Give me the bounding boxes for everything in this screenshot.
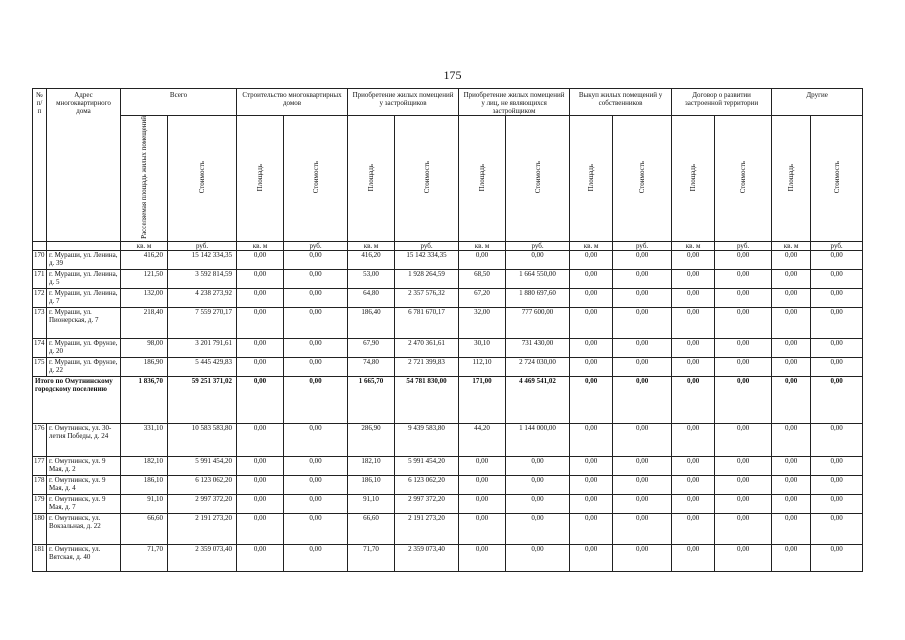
cell-cost: 3 592 814,59	[168, 269, 237, 288]
unit-area: кв. м	[772, 241, 811, 250]
header-sub-area: Площадь	[459, 116, 506, 242]
cell-cost: 0,00	[715, 357, 772, 376]
cell-cost: 2 359 073,40	[168, 544, 237, 571]
row-address: г. Омутнинск, ул. Вокзальная, д. 22	[47, 513, 121, 544]
table-row	[33, 494, 863, 513]
row-address: г. Мураши, ул. Фрунзе, д. 22	[47, 357, 121, 376]
cell-area: 0,00	[672, 376, 715, 423]
cell-area: 0,00	[237, 544, 284, 571]
cell-area: 0,00	[672, 250, 715, 269]
header-row-groups	[33, 89, 863, 116]
cell-cost: 0,00	[613, 338, 672, 357]
cell-area: 0,00	[772, 544, 811, 571]
cell-area: 0,00	[459, 475, 506, 494]
row-number: 174	[33, 338, 47, 357]
cell-area: 0,00	[772, 269, 811, 288]
cell-cost: 15 142 334,35	[168, 250, 237, 269]
cell-cost: 5 445 429,83	[168, 357, 237, 376]
cell-cost: 2 470 361,61	[395, 338, 459, 357]
cell-cost: 4 469 541,02	[506, 376, 570, 423]
row-number: 176	[33, 423, 47, 456]
row-number: 181	[33, 544, 47, 571]
cell-cost: 0,00	[715, 307, 772, 338]
table-row	[33, 456, 863, 475]
cell-cost: 6 123 062,20	[395, 475, 459, 494]
cell-cost: 777 600,00	[506, 307, 570, 338]
header-sub-cost: Стоимость	[811, 116, 863, 242]
row-number: 170	[33, 250, 47, 269]
header-group-construction: Строительство многоквартирных домов	[237, 89, 348, 116]
cell-area: 416,20	[348, 250, 395, 269]
header-sub-area: Площадь	[348, 116, 395, 242]
row-number: 179	[33, 494, 47, 513]
unit-blank	[33, 241, 47, 250]
cell-area: 0,00	[237, 357, 284, 376]
cell-area: 0,00	[570, 288, 613, 307]
cell-cost: 6 781 670,17	[395, 307, 459, 338]
table-row	[33, 288, 863, 307]
table-row	[33, 475, 863, 494]
cell-area: 0,00	[570, 423, 613, 456]
table-row	[33, 423, 863, 456]
row-number: 180	[33, 513, 47, 544]
cell-cost: 0,00	[811, 288, 863, 307]
cell-cost: 0,00	[811, 250, 863, 269]
header-sub-area: Площадь	[570, 116, 613, 242]
unit-area: кв. м	[348, 241, 395, 250]
header-group-territory: Договор о развитии застроенной территории	[672, 89, 772, 116]
cell-cost: 59 251 371,02	[168, 376, 237, 423]
cell-area: 0,00	[237, 423, 284, 456]
cell-cost: 2 191 273,20	[395, 513, 459, 544]
cell-cost: 0,00	[284, 423, 348, 456]
row-address: г. Мураши, ул. Ленина, д. 39	[47, 250, 121, 269]
cell-area: 0,00	[672, 423, 715, 456]
cell-area: 0,00	[570, 269, 613, 288]
cell-cost: 10 583 583,80	[168, 423, 237, 456]
cell-area: 416,20	[121, 250, 168, 269]
cell-area: 182,10	[348, 456, 395, 475]
cell-cost: 0,00	[506, 456, 570, 475]
page-number: 175	[443, 68, 462, 82]
cell-area: 0,00	[570, 456, 613, 475]
header-group-buyout: Выкуп жилых помещений у собственников	[570, 89, 672, 116]
cell-cost: 0,00	[613, 544, 672, 571]
cell-cost: 9 439 583,80	[395, 423, 459, 456]
cell-area: 0,00	[772, 475, 811, 494]
cell-cost: 0,00	[715, 376, 772, 423]
cell-cost: 0,00	[715, 269, 772, 288]
header-no: № п/п	[33, 89, 47, 242]
cell-area: 67,90	[348, 338, 395, 357]
cell-area: 66,60	[348, 513, 395, 544]
cell-area: 0,00	[772, 288, 811, 307]
cell-area: 67,20	[459, 288, 506, 307]
cell-cost: 0,00	[715, 513, 772, 544]
total-row	[33, 376, 863, 423]
cell-cost: 1 928 264,59	[395, 269, 459, 288]
unit-area: кв. м	[459, 241, 506, 250]
cell-area: 0,00	[237, 269, 284, 288]
cell-cost: 0,00	[811, 513, 863, 544]
cell-cost: 0,00	[715, 288, 772, 307]
cell-area: 0,00	[237, 307, 284, 338]
cell-area: 132,00	[121, 288, 168, 307]
total-label: Итого по Омутнинскому городскому поселению	[33, 376, 121, 423]
unit-cost: руб.	[613, 241, 672, 250]
cell-area: 171,00	[459, 376, 506, 423]
cell-cost: 0,00	[284, 475, 348, 494]
cell-cost: 2 997 372,20	[168, 494, 237, 513]
cell-area: 0,00	[237, 513, 284, 544]
cell-cost: 731 430,00	[506, 338, 570, 357]
cell-area: 0,00	[237, 494, 284, 513]
cell-area: 0,00	[237, 376, 284, 423]
cell-cost: 0,00	[811, 494, 863, 513]
header-sub-cost: Стоимость	[168, 116, 237, 242]
cell-cost: 0,00	[811, 338, 863, 357]
cell-cost: 6 123 062,20	[168, 475, 237, 494]
cell-cost: 0,00	[613, 376, 672, 423]
table-row	[33, 513, 863, 544]
header-row-units	[33, 241, 863, 250]
header-row-sub	[33, 116, 863, 242]
cell-cost: 0,00	[613, 456, 672, 475]
cell-area: 0,00	[672, 544, 715, 571]
cell-cost: 0,00	[613, 513, 672, 544]
unit-area: кв. м	[237, 241, 284, 250]
cell-cost: 5 991 454,20	[168, 456, 237, 475]
cell-area: 0,00	[570, 544, 613, 571]
cell-cost: 0,00	[284, 376, 348, 423]
header-sub-cost: Стоимость	[284, 116, 348, 242]
cell-cost: 0,00	[715, 544, 772, 571]
unit-cost: руб.	[506, 241, 570, 250]
header-sub-cost: Стоимость	[395, 116, 459, 242]
cell-area: 0,00	[570, 338, 613, 357]
row-address: г. Омутнинск, ул. Вятская, д. 40	[47, 544, 121, 571]
cell-cost: 1 880 697,60	[506, 288, 570, 307]
cell-area: 0,00	[772, 357, 811, 376]
row-number: 172	[33, 288, 47, 307]
cell-cost: 0,00	[715, 475, 772, 494]
cell-cost: 0,00	[811, 357, 863, 376]
cell-cost: 0,00	[811, 269, 863, 288]
cell-cost: 0,00	[715, 456, 772, 475]
cell-cost: 2 721 399,83	[395, 357, 459, 376]
cell-area: 182,10	[121, 456, 168, 475]
cell-area: 0,00	[459, 494, 506, 513]
cell-cost: 2 724 030,00	[506, 357, 570, 376]
cell-area: 0,00	[772, 494, 811, 513]
cell-area: 0,00	[237, 288, 284, 307]
cell-cost: 54 781 830,00	[395, 376, 459, 423]
cell-area: 0,00	[237, 456, 284, 475]
cell-cost: 0,00	[715, 338, 772, 357]
cell-area: 0,00	[570, 376, 613, 423]
cell-area: 0,00	[672, 288, 715, 307]
cell-area: 0,00	[459, 250, 506, 269]
cell-area: 30,10	[459, 338, 506, 357]
cell-area: 0,00	[772, 423, 811, 456]
table-row	[33, 544, 863, 571]
cell-area: 1 665,70	[348, 376, 395, 423]
row-address: г. Омутнинск, ул. 9 Мая, д. 4	[47, 475, 121, 494]
cell-cost: 0,00	[811, 423, 863, 456]
resettlement-table	[32, 88, 863, 572]
cell-area: 0,00	[772, 376, 811, 423]
cell-area: 0,00	[570, 475, 613, 494]
table-row	[33, 357, 863, 376]
cell-area: 0,00	[237, 475, 284, 494]
cell-cost: 1 664 550,00	[506, 269, 570, 288]
header-sub-cost: Стоимость	[506, 116, 570, 242]
cell-area: 0,00	[570, 250, 613, 269]
cell-area: 186,90	[121, 357, 168, 376]
row-address: г. Мураши, ул. Ленина, д. 5	[47, 269, 121, 288]
cell-area: 0,00	[772, 307, 811, 338]
cell-cost: 0,00	[284, 357, 348, 376]
cell-area: 0,00	[570, 513, 613, 544]
cell-cost: 2 357 576,32	[395, 288, 459, 307]
cell-cost: 0,00	[811, 307, 863, 338]
cell-cost: 7 559 270,17	[168, 307, 237, 338]
unit-blank	[47, 241, 121, 250]
cell-area: 0,00	[672, 269, 715, 288]
cell-area: 0,00	[772, 338, 811, 357]
cell-area: 1 836,70	[121, 376, 168, 423]
header-sub-cost: Стоимость	[715, 116, 772, 242]
cell-area: 91,10	[348, 494, 395, 513]
table-row	[33, 338, 863, 357]
cell-cost: 0,00	[506, 513, 570, 544]
header-group-non-developers: Приобретение жилых помещений у лиц, не являющихся застройщиком	[459, 89, 570, 116]
cell-area: 121,50	[121, 269, 168, 288]
row-number: 173	[33, 307, 47, 338]
header-sub-area: Площадь	[672, 116, 715, 242]
cell-area: 0,00	[672, 456, 715, 475]
cell-cost: 0,00	[715, 494, 772, 513]
cell-area: 0,00	[672, 475, 715, 494]
table-row	[33, 269, 863, 288]
cell-area: 0,00	[772, 456, 811, 475]
unit-cost: руб.	[284, 241, 348, 250]
cell-area: 71,70	[348, 544, 395, 571]
cell-area: 66,60	[121, 513, 168, 544]
cell-cost: 0,00	[284, 250, 348, 269]
cell-cost: 0,00	[613, 357, 672, 376]
cell-area: 0,00	[570, 494, 613, 513]
header-address: Адрес многоквартирного дома	[47, 89, 121, 242]
cell-area: 286,90	[348, 423, 395, 456]
cell-area: 64,80	[348, 288, 395, 307]
unit-area: кв. м	[570, 241, 613, 250]
cell-area: 53,00	[348, 269, 395, 288]
cell-cost: 2 191 273,20	[168, 513, 237, 544]
table-row	[33, 250, 863, 269]
cell-area: 71,70	[121, 544, 168, 571]
header-sub-cost: Стоимость	[613, 116, 672, 242]
row-number: 175	[33, 357, 47, 376]
cell-cost: 0,00	[613, 269, 672, 288]
cell-cost: 2 359 073,40	[395, 544, 459, 571]
cell-area: 0,00	[237, 250, 284, 269]
cell-area: 91,10	[121, 494, 168, 513]
cell-cost: 15 142 334,35	[395, 250, 459, 269]
row-address: г. Омутнинск, ул. 9 Мая, д. 2	[47, 456, 121, 475]
cell-cost: 0,00	[613, 494, 672, 513]
header-group-developers: Приобретение жилых помещений у застройщиков	[348, 89, 459, 116]
unit-cost: руб.	[168, 241, 237, 250]
unit-area: кв. м	[121, 241, 168, 250]
cell-cost: 0,00	[506, 494, 570, 513]
unit-area: кв. м	[672, 241, 715, 250]
cell-cost: 5 991 454,20	[395, 456, 459, 475]
cell-area: 0,00	[672, 494, 715, 513]
cell-area: 0,00	[672, 307, 715, 338]
cell-area: 0,00	[772, 250, 811, 269]
cell-cost: 0,00	[506, 475, 570, 494]
cell-cost: 0,00	[284, 288, 348, 307]
cell-area: 0,00	[772, 513, 811, 544]
header-sub-area: Площадь	[772, 116, 811, 242]
cell-cost: 0,00	[811, 376, 863, 423]
cell-cost: 0,00	[284, 269, 348, 288]
cell-area: 98,00	[121, 338, 168, 357]
cell-area: 0,00	[570, 307, 613, 338]
cell-cost: 1 144 000,00	[506, 423, 570, 456]
cell-area: 44,20	[459, 423, 506, 456]
cell-area: 186,40	[348, 307, 395, 338]
cell-cost: 0,00	[284, 307, 348, 338]
cell-cost: 2 997 372,20	[395, 494, 459, 513]
cell-area: 186,10	[121, 475, 168, 494]
row-address: г. Мураши, ул. Ленина, д. 7	[47, 288, 121, 307]
cell-cost: 0,00	[715, 250, 772, 269]
cell-area: 68,50	[459, 269, 506, 288]
cell-cost: 0,00	[613, 423, 672, 456]
cell-cost: 0,00	[284, 456, 348, 475]
row-address: г. Мураши, ул. Фрунзе, д. 20	[47, 338, 121, 357]
cell-area: 0,00	[459, 456, 506, 475]
unit-cost: руб.	[811, 241, 863, 250]
cell-area: 0,00	[672, 338, 715, 357]
cell-area: 0,00	[237, 338, 284, 357]
cell-cost: 3 201 791,61	[168, 338, 237, 357]
header-group-total: Всего	[121, 89, 237, 116]
header-group-other: Другие	[772, 89, 863, 116]
row-address: г. Омутнинск, ул. 9 Мая, д. 7	[47, 494, 121, 513]
cell-cost: 0,00	[613, 475, 672, 494]
cell-area: 0,00	[459, 544, 506, 571]
cell-cost: 0,00	[506, 250, 570, 269]
cell-cost: 0,00	[284, 494, 348, 513]
row-number: 171	[33, 269, 47, 288]
cell-cost: 0,00	[284, 338, 348, 357]
header-sub-area-total: Расселяемая площадь жилых помещений	[121, 116, 168, 242]
cell-area: 0,00	[672, 513, 715, 544]
cell-area: 0,00	[459, 513, 506, 544]
cell-cost: 0,00	[811, 456, 863, 475]
row-number: 178	[33, 475, 47, 494]
cell-cost: 0,00	[284, 544, 348, 571]
cell-cost: 0,00	[613, 288, 672, 307]
cell-area: 331,10	[121, 423, 168, 456]
row-address: г. Омутнинск, ул. 30-летия Победы, д. 24	[47, 423, 121, 456]
cell-area: 0,00	[570, 357, 613, 376]
cell-area: 0,00	[672, 357, 715, 376]
row-address: г. Мураши, ул. Пионерская, д. 7	[47, 307, 121, 338]
cell-cost: 4 238 273,92	[168, 288, 237, 307]
header-sub-area: Площадь	[237, 116, 284, 242]
cell-area: 112,10	[459, 357, 506, 376]
cell-cost: 0,00	[811, 544, 863, 571]
cell-cost: 0,00	[715, 423, 772, 456]
row-number: 177	[33, 456, 47, 475]
cell-cost: 0,00	[613, 307, 672, 338]
cell-area: 186,10	[348, 475, 395, 494]
table-row	[33, 307, 863, 338]
cell-area: 218,40	[121, 307, 168, 338]
cell-cost: 0,00	[613, 250, 672, 269]
cell-cost: 0,00	[811, 475, 863, 494]
cell-cost: 0,00	[506, 544, 570, 571]
cell-area: 74,80	[348, 357, 395, 376]
unit-cost: руб.	[715, 241, 772, 250]
unit-cost: руб.	[395, 241, 459, 250]
cell-area: 32,00	[459, 307, 506, 338]
cell-cost: 0,00	[284, 513, 348, 544]
